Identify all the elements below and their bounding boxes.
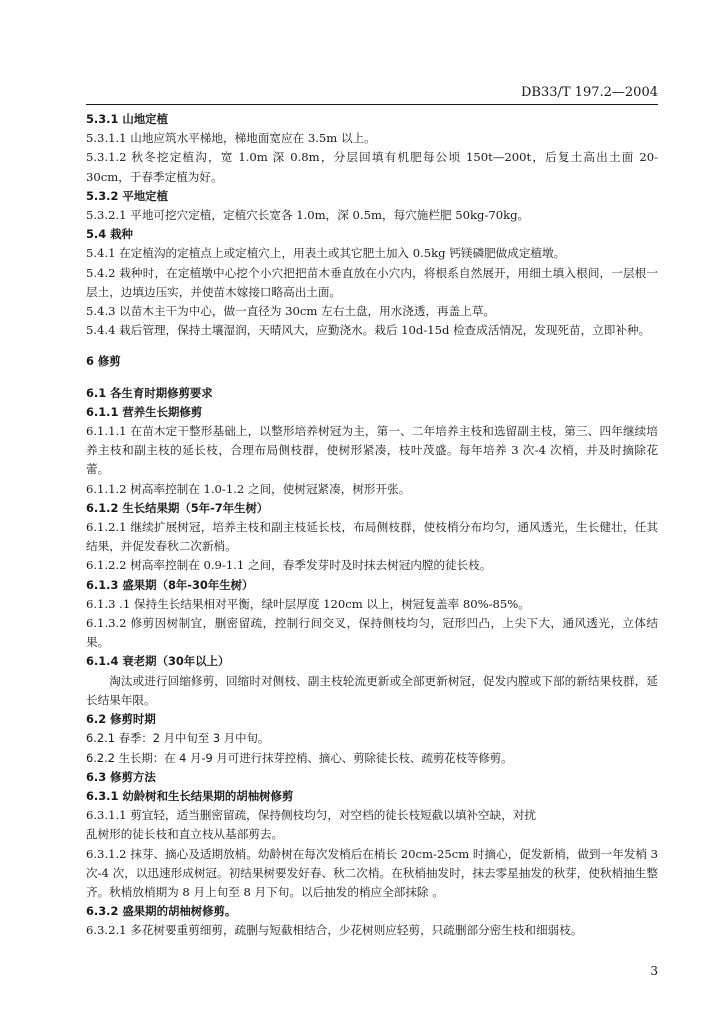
- section-heading: 6.1.3 盛果期（8年-30年生树）: [86, 577, 254, 592]
- body-paragraph: 5.4.3 以苗木主干为中心，做一直径为 30cm 左右土盘，用水浇透，再盖上草。: [86, 304, 496, 319]
- body-paragraph: 5.4.1 在定植沟的定植点上或定植穴上，用表土或其它肥土加入 0.5kg 钙镁磷肥做成定植墩。: [86, 246, 566, 261]
- standard-number: DB33/T 197.2—2004: [520, 85, 658, 100]
- body-paragraph: 6.1.3.2 修剪因树制宜，删密留疏，控制行间交叉，保持侧枝均匀，冠形凹凸，上尖下大，通风透光，立体结果。: [86, 616, 658, 650]
- section-gap: [86, 340, 658, 352]
- body-paragraph: 5.4.4 栽后管理，保持土壤湿润，天晴风大，应勤浇水。栽后 10d-15d 检查成活情况，发现死苗，立即补种。: [86, 323, 651, 338]
- body-paragraph: 6.1.2.1 继续扩展树冠，培养主枝和副主枝延长枝，布局侧枝群，使枝梢分布均匀，通风透光，生长健壮，任其结果，并促发春秋二次新梢。: [86, 520, 658, 554]
- section-heading: 6.1.2 生长结果期（5年-7年生树）: [86, 500, 269, 515]
- section-heading: 6.3.1 幼龄树和生长结果期的胡柚树修剪: [86, 788, 294, 803]
- body-paragraph: 5.4.2 栽种时，在定植墩中心挖个小穴把把苗木垂直放在小穴内，将根系自然展开，用细土填入根间，一层根一层土，边填边压实，并使苗木嫁接口略高出土面。: [86, 265, 658, 299]
- section-heading: 6 修剪: [86, 354, 121, 369]
- body-paragraph: 6.3.1.1 剪宜轻，适当删密留疏，保持侧枝均匀，对空档的徒长枝短截以填补空缺，对扰: [86, 808, 537, 823]
- body-paragraph: 6.1.1.2 树高率控制在 1.0-1.2 之间，使树冠紧凑，树形开张。: [86, 481, 411, 496]
- section-heading: 5.3.1 山地定植: [86, 112, 168, 126]
- section-heading: 6.2 修剪时期: [86, 712, 156, 727]
- section-heading: 5.4 栽种: [86, 227, 133, 242]
- body-paragraph: 5.3.2.1 平地可挖穴定植，定植穴长宽各 1.0m，深 0.5m，每穴施栏肥 50kg-70kg。: [86, 208, 530, 223]
- section-heading: 6.1.4 衰老期（30年以上）: [86, 654, 230, 669]
- body-paragraph: 乱树形的徒长枝和直立枝从基部剪去。: [86, 827, 284, 842]
- document-body: [86, 110, 658, 941]
- body-paragraph: 5.3.1.1 山地应筑水平梯地，梯地面宽应在 3.5m 以上。: [86, 131, 376, 146]
- body-paragraph: 5.3.1.2 秋冬挖定植沟，宽 1.0m 深 0.8m，分层回填有机肥每公顷 150t—200t，后复土高出土面 20-30cm，于春季定植为好。: [86, 150, 658, 184]
- body-paragraph: 淘汰或进行回缩修剪，回缩时对侧枝、副主枝轮流更新或全部更新树冠，促发内膛或下部的新结果枝群，延长结果年限。: [86, 673, 658, 707]
- section-heading: 6.1 各生育时期修剪要求: [86, 385, 213, 400]
- body-paragraph: 6.3.1.2 抹芽、摘心及适期放梢。幼龄树在每次发梢后在梢长 20cm-25cm 时摘心，促发新梢，做到一年发梢 3 次-4 次，以迅速形成树冠。初结果树要发好春、秋二次梢。在秋梢抽发时，抹去零星抽发的秋芽，使秋梢抽生整齐。秋梢放梢期为 8 月上旬至 8 月下旬。以后抽发的梢应全部抹除 。: [86, 846, 658, 899]
- body-paragraph: 6.3.2.1 多花树要重剪细剪，疏删与短截相结合，少花树则应轻剪，只疏删部分密生枝和细弱枝。: [86, 923, 583, 938]
- section-heading: 6.3.2 盛果期的胡柚树修剪。: [86, 904, 237, 919]
- section-heading: 6.2.2 生长期：在 4 月-9 月可进行抹芽控梢、摘心、剪除徒长枝、疏剪花枝等修剪。: [86, 750, 513, 765]
- page-number: 3: [650, 964, 658, 978]
- body-paragraph: 6.1.1.1 在苗木定干整形基础上，以整形培养树冠为主，第一、二年培养主枝和选留副主枝，第三、四年继续培养主枝和副主枝的延长枝，合理布局侧枝群，使树形紧凑，枝叶茂盛。每年培养 3 次-4 次梢，并及时摘除花蕾。: [86, 424, 658, 477]
- section-heading: 6.3 修剪方法: [86, 769, 156, 784]
- body-paragraph: 6.1.3 .1 保持生长结果相对平衡，绿叶层厚度 120cm 以上，树冠复盖率 80%-85%。: [86, 596, 530, 611]
- header-rule: [86, 104, 658, 105]
- body-paragraph: 6.1.2.2 树高率控制在 0.9-1.1 之间，春季发芽时及时抹去树冠内膛的徒长枝。: [86, 558, 492, 573]
- section-gap: [86, 372, 658, 384]
- section-heading: 6.1.1 营养生长期修剪: [86, 404, 203, 419]
- section-heading: 5.3.2 平地定植: [86, 188, 168, 203]
- section-heading: 6.2.1 春季：2 月中旬至 3 月中旬。: [86, 731, 270, 746]
